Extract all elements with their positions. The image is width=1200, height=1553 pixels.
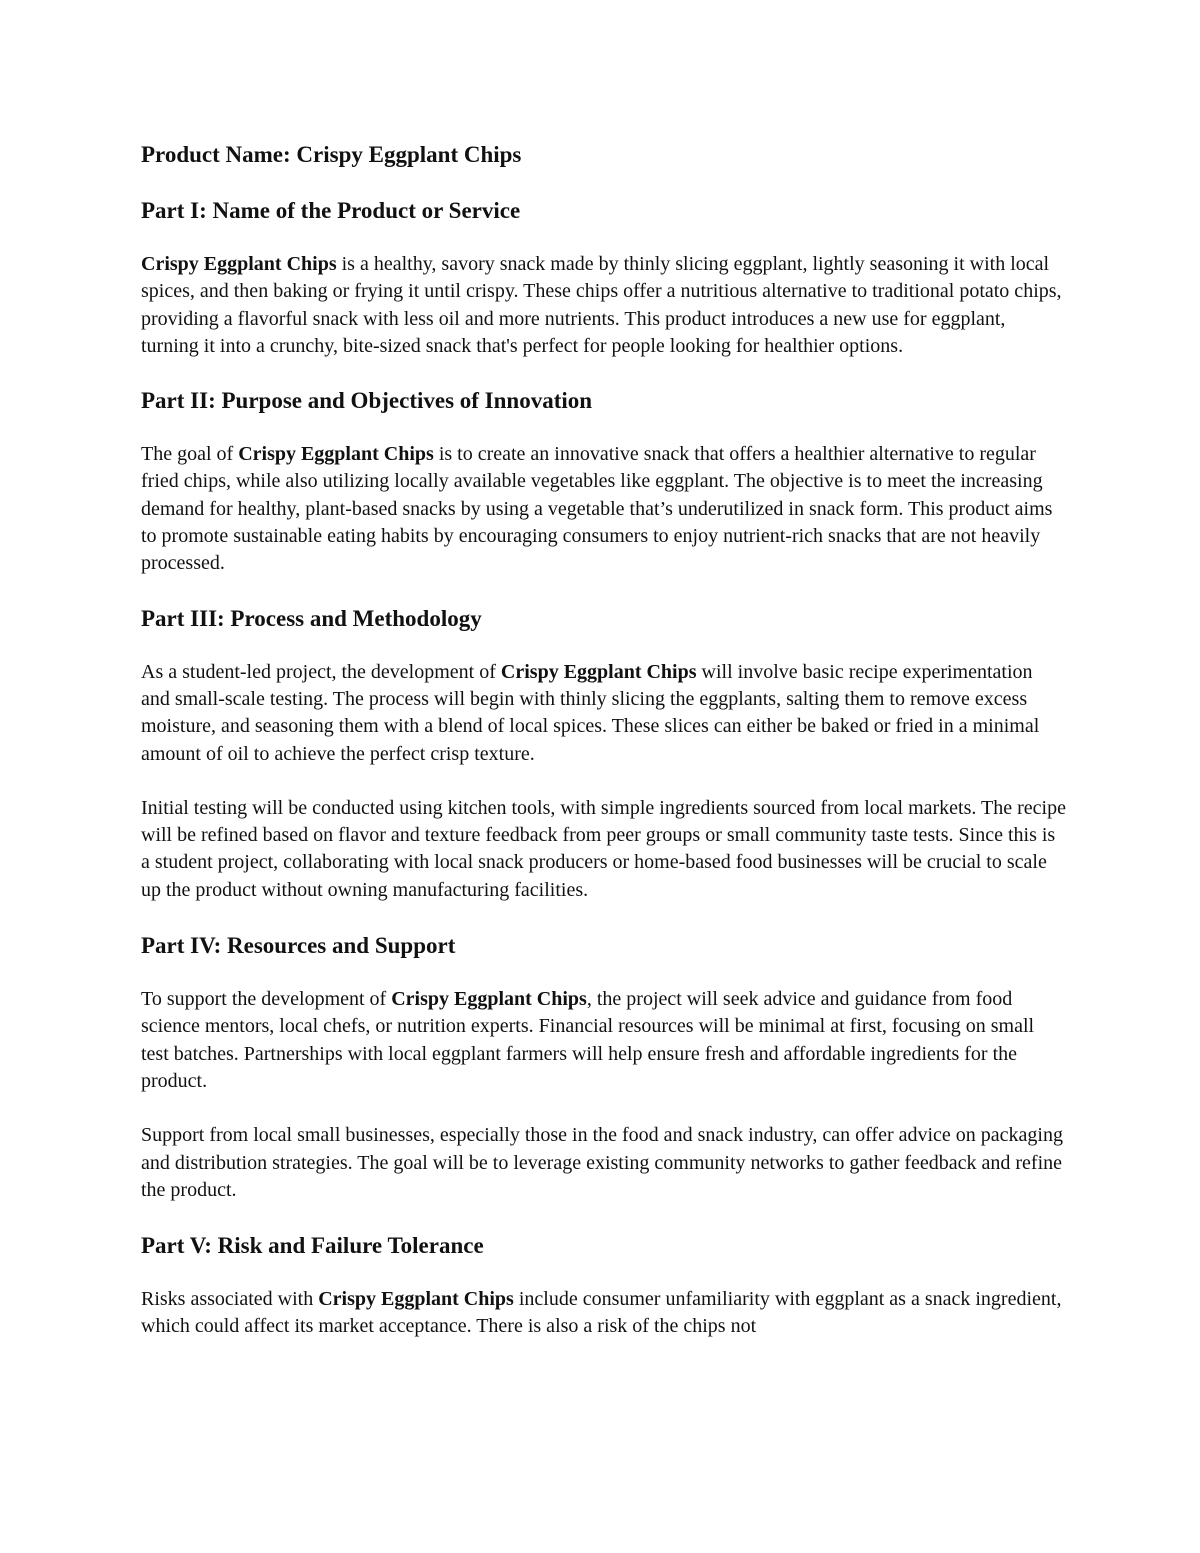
- paragraph-part-4-b: [141, 1122, 1066, 1204]
- paragraph-text: As a student-led project, the development of: [141, 660, 501, 683]
- paragraph-text: will involve basic recipe experimentation and small-scale testing. The process will begin with thinly slicing the eggplants, salting them to remove excess moisture, and seasoning them with a blend of local spices. These slices can either be baked or fried in a minimal amount of oil to achieve the perfect crisp texture.: [141, 660, 1040, 765]
- section-heading-part-5: Part V: Risk and Failure Tolerance: [141, 1233, 484, 1259]
- product-name-bold: Crispy Eggplant Chips: [391, 988, 587, 1011]
- product-name-bold: Crispy Eggplant Chips: [238, 443, 434, 466]
- paragraph-text: Support from local small businesses, especially those in the food and snack industry, can offer advice on packaging and distribution strategies. The goal will be to leverage existing community networks to gather feedback and refine the product.: [141, 1124, 1063, 1201]
- document-title: Product Name: Crispy Eggplant Chips: [141, 142, 522, 167]
- paragraph-part-2: [141, 441, 1066, 577]
- product-name-bold: Crispy Eggplant Chips: [141, 253, 337, 275]
- paragraph-text: is a healthy, savory snack made by thinly slicing eggplant, lightly seasoning it with local spices, and then baking or frying it until crispy. These chips offer a nutritious alternative to traditional potato chips, providing a flavorful snack with less oil and more nutrients. This product introduces a new use for eggplant, turning it into a crunchy, bite-sized snack that's perfect for people looking for healthier options.: [141, 253, 1062, 357]
- section-heading-part-1: Part I: Name of the Product or Service: [141, 198, 521, 223]
- section-heading-part-4: Part IV: Resources and Support: [141, 933, 456, 959]
- paragraph-text: To support the development of: [141, 988, 392, 1011]
- paragraph-part-5: [141, 1286, 1066, 1341]
- section-heading-part-3: Part III: Process and Methodology: [141, 605, 482, 631]
- document-page: [141, 140, 1066, 1368]
- paragraph-text: Initial testing will be conducted using kitchen tools, with simple ingredients sourced from local markets. The recipe will be refined based on flavor and texture feedback from peer groups or small community taste tests. Since this is a student project, collaborating with local snack producers or home-based food businesses will be crucial to scale up the product without owning manufacturing facilities.: [141, 796, 1066, 901]
- paragraph-part-3-a: [141, 659, 1066, 768]
- section-heading-part-2: Part II: Purpose and Objectives of Innovation: [141, 388, 593, 414]
- paragraph-part-1: [141, 251, 1066, 360]
- paragraph-text: include consumer unfamiliarity with eggplant as a snack ingredient, which could affect its market acceptance. There is also a risk of the chips not: [141, 1288, 1062, 1338]
- paragraph-text: Risks associated with: [141, 1288, 319, 1311]
- product-name-bold: Crispy Eggplant Chips: [318, 1288, 514, 1311]
- paragraph-text: is to create an innovative snack that offers a healthier alternative to regular fried chips, while also utilizing locally available vegetables like eggplant. The objective is to meet the increasing demand for healthy, plant-based snacks by using a vegetable that’s underutilized in snack form. This product aims to promote sustainable eating habits by encouraging consumers to enjoy nutrient-rich snacks that are not heavily processed.: [141, 443, 1053, 575]
- paragraph-part-3-b: [141, 795, 1066, 904]
- paragraph-text: The goal of: [141, 443, 239, 466]
- product-name-bold: Crispy Eggplant Chips: [500, 660, 697, 683]
- paragraph-text: , the project will seek advice and guidance from food science mentors, local chefs, or nutrition experts. Financial resources will be minimal at first, focusing on small test batches. Partnerships with local eggplant farmers will help ensure fresh and affordable ingredients for the product.: [141, 988, 1035, 1092]
- paragraph-part-4-a: [141, 986, 1066, 1095]
